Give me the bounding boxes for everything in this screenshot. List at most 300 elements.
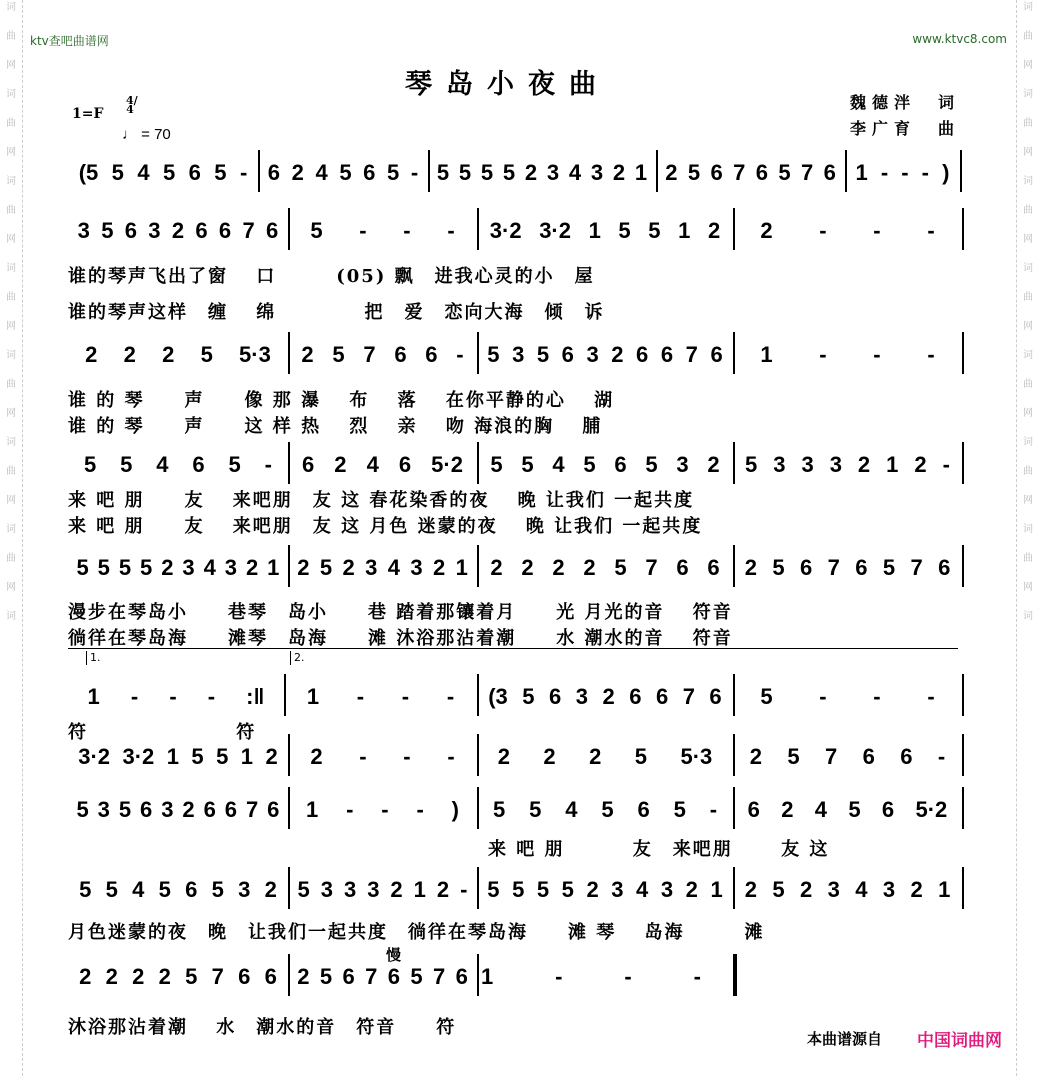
note: -: [207, 684, 216, 709]
note: 3: [365, 555, 378, 580]
note: 3: [829, 452, 842, 477]
note: 5: [216, 744, 229, 769]
note: 5·3: [680, 744, 713, 769]
watermark-char: 网: [1023, 495, 1033, 506]
lyric-line: 谁的琴声这样 缠 绵 把 爱 恋向大海 倾 诉: [68, 302, 605, 323]
note: 4: [568, 160, 582, 185]
note: -: [356, 684, 365, 709]
note: -: [927, 684, 935, 709]
note: 6: [203, 797, 216, 822]
note: 2: [171, 218, 185, 243]
note: 4: [132, 877, 145, 902]
note: 5: [618, 218, 631, 243]
note: 6: [710, 342, 723, 367]
volta-first-ending: 1.: [86, 651, 101, 665]
note: 7: [245, 797, 259, 822]
note: 6: [192, 452, 205, 477]
note: 4: [366, 452, 379, 477]
note: 5: [200, 342, 213, 367]
note: 6: [302, 452, 315, 477]
note: 5: [614, 555, 627, 580]
note: 4: [315, 160, 328, 185]
watermark-char: 词: [1023, 611, 1033, 622]
watermark-char: 词: [6, 89, 16, 100]
note: 3: [801, 452, 814, 477]
note: 6: [707, 555, 720, 580]
lyric-line: 来 吧 朋 友 来吧朋 友 这: [488, 839, 830, 860]
note: 3: [182, 555, 195, 580]
note: 5: [848, 797, 861, 822]
note: 2: [781, 797, 794, 822]
watermark-char: 词: [1023, 176, 1033, 187]
note: 2: [105, 964, 118, 989]
watermark-char: 网: [1023, 408, 1033, 419]
watermark-char: 曲: [1023, 292, 1033, 303]
bar-line: [962, 208, 964, 250]
note: -: [381, 797, 389, 822]
note: 6: [267, 160, 281, 185]
measure: [481, 795, 729, 825]
note: 2: [297, 964, 310, 989]
watermark-char: 曲: [6, 292, 16, 303]
watermark-char: 曲: [6, 205, 16, 216]
note: 5: [105, 877, 118, 902]
note: 5: [561, 877, 574, 902]
note: 7: [910, 555, 923, 580]
note: 5: [76, 797, 89, 822]
note: -: [819, 218, 827, 243]
note: 5·3: [239, 342, 271, 367]
measure: [292, 450, 473, 480]
note: 5: [490, 452, 503, 477]
bar-line: [962, 787, 964, 829]
note: 5: [118, 555, 132, 580]
note: 2: [744, 877, 757, 902]
measure: [481, 450, 729, 480]
measure: [432, 158, 652, 188]
note: -: [880, 160, 889, 185]
note: 6: [238, 964, 251, 989]
note: 6: [561, 342, 574, 367]
note: 6: [185, 877, 198, 902]
note: 5: [185, 964, 198, 989]
bar-line: [288, 442, 290, 484]
note: 4: [137, 160, 150, 185]
note: 1: [455, 555, 468, 580]
note: 5: [522, 684, 535, 709]
note: -: [937, 744, 946, 769]
note: 3: [343, 877, 357, 902]
lyric-line: 漫步在琴岛小 巷琴 岛小 巷 踏着那镶着月 光 月光的音 符音: [68, 602, 733, 623]
note: 5: [214, 160, 227, 185]
measure: [72, 450, 284, 480]
lyric-line: 徜徉在琴岛海 滩琴 岛海 滩 沐浴那沾着潮 水 潮水的音 符音: [68, 628, 733, 649]
note: 3: [148, 218, 161, 243]
bar-line: [288, 734, 290, 776]
note: 2: [264, 877, 277, 902]
note: 3: [773, 452, 786, 477]
note: 2: [749, 744, 762, 769]
right-watermark-strip: [1016, 0, 1039, 1076]
bar-line: [284, 674, 286, 716]
note: 2: [123, 342, 136, 367]
note: -: [873, 218, 881, 243]
note: 5: [158, 877, 171, 902]
watermark-char: 词: [6, 524, 16, 535]
measure: [481, 216, 729, 246]
measure: [292, 962, 473, 992]
measure: [72, 340, 284, 370]
bar-line: [733, 674, 735, 716]
note: 6: [264, 964, 277, 989]
note: 5: [111, 160, 124, 185]
note: 5: [228, 452, 241, 477]
slow-tempo-mark: 慢: [386, 946, 402, 964]
measure: [292, 553, 473, 583]
tempo-mark: ♩ = 70: [122, 126, 171, 143]
note: -: [693, 964, 701, 989]
measure: [72, 962, 284, 992]
note: 5: [648, 218, 661, 243]
note: 5: [191, 744, 204, 769]
note: 2: [158, 964, 171, 989]
watermark-char: 网: [6, 582, 16, 593]
note: -: [446, 684, 455, 709]
note: 6: [224, 797, 238, 822]
note: 6: [425, 342, 438, 367]
note: 5: [673, 797, 686, 822]
note: 5: [332, 342, 345, 367]
note: 2: [291, 160, 304, 185]
note: 3·2: [78, 744, 111, 769]
measure: [72, 875, 284, 905]
note: 5: [118, 797, 132, 822]
measure: [72, 216, 284, 246]
site-watermark-right: www.ktvc8.com: [912, 32, 1007, 46]
note: 5: [97, 555, 110, 580]
note: 3: [590, 160, 604, 185]
note: 5: [502, 160, 516, 185]
note: 6: [823, 160, 836, 185]
measure: [72, 553, 284, 583]
note: 5: [101, 218, 114, 243]
bar-line: [477, 954, 479, 996]
note: 6: [655, 684, 669, 709]
note: 4: [565, 797, 578, 822]
note: 5: [512, 877, 525, 902]
note: 2: [611, 342, 624, 367]
note: 4: [203, 555, 216, 580]
measure: [292, 795, 473, 825]
note: -: [239, 160, 248, 185]
volta-second-ending: 2.: [290, 651, 305, 665]
watermark-char: 词: [6, 437, 16, 448]
note: 7: [733, 160, 746, 185]
note: 2: [524, 160, 538, 185]
note: 3: [546, 160, 560, 185]
note: 6: [629, 684, 642, 709]
bar-line: [288, 332, 290, 374]
measure: [72, 742, 284, 772]
note: 1: [886, 452, 899, 477]
note: 5: [319, 555, 333, 580]
note: 7: [211, 964, 224, 989]
bar-line: [733, 332, 735, 374]
watermark-char: 曲: [6, 31, 16, 42]
note: 5: [492, 797, 506, 822]
watermark-char: 词: [6, 263, 16, 274]
watermark-char: 曲: [1023, 205, 1033, 216]
watermark-char: 词: [6, 611, 16, 622]
note: 6: [363, 160, 376, 185]
source-brand: 中国词曲网: [917, 1031, 1002, 1051]
bar-line: [477, 208, 479, 250]
watermark-char: 曲: [6, 118, 16, 129]
watermark-char: 曲: [1023, 553, 1033, 564]
bar-line: [477, 867, 479, 909]
note: 2: [665, 160, 678, 185]
watermark-char: 词: [1023, 2, 1033, 13]
note: 4: [156, 452, 169, 477]
watermark-char: 网: [6, 495, 16, 506]
note: 7: [682, 684, 695, 709]
note: 6: [755, 160, 768, 185]
watermark-char: 网: [6, 321, 16, 332]
note: -: [555, 964, 563, 989]
bar-line: [962, 734, 964, 776]
final-bar-line: [733, 954, 737, 996]
note: 5: [387, 160, 400, 185]
note: :‖: [246, 684, 265, 709]
measure: [737, 216, 958, 246]
note: 1: [710, 877, 723, 902]
measure: [262, 158, 424, 188]
measure: [292, 875, 473, 905]
watermark-char: 词: [1023, 89, 1033, 100]
note: 7: [827, 555, 840, 580]
note: 2: [432, 555, 446, 580]
watermark-char: 网: [1023, 582, 1033, 593]
measure: [72, 682, 280, 712]
note: 6: [799, 555, 813, 580]
note: 5: [634, 744, 648, 769]
note: 7: [645, 555, 658, 580]
note: 3: [224, 555, 238, 580]
note: 5: [140, 555, 153, 580]
note: 6: [938, 555, 951, 580]
note: 5: [211, 877, 224, 902]
note: 4: [814, 797, 828, 822]
note: 1: [481, 964, 494, 989]
note: 6: [636, 342, 649, 367]
note: 2: [910, 877, 923, 902]
note: 2: [744, 555, 757, 580]
note: 5: [487, 342, 500, 367]
left-watermark-strip: [0, 0, 23, 1076]
note: 6: [266, 218, 279, 243]
bar-line: [962, 332, 964, 374]
note: 3: [320, 877, 333, 902]
bar-line: [960, 150, 962, 192]
note: 1: [166, 744, 179, 769]
watermark-char: 网: [1023, 147, 1033, 158]
note: -: [403, 744, 411, 769]
note: 7: [685, 342, 698, 367]
watermark-char: 网: [6, 147, 16, 158]
note: 2: [297, 555, 310, 580]
note: 6: [709, 684, 722, 709]
note: 5: [310, 218, 323, 243]
note: 3·2: [539, 218, 571, 243]
bar-line: [962, 674, 964, 716]
note: 3: [238, 877, 251, 902]
note: 2: [301, 342, 314, 367]
note: 2: [583, 555, 596, 580]
note: 4: [552, 452, 565, 477]
watermark-char: 词: [6, 2, 16, 13]
measure: [849, 158, 956, 188]
note: 6: [140, 797, 153, 822]
watermark-char: 词: [1023, 350, 1033, 361]
note: -: [927, 218, 935, 243]
bar-line: [733, 442, 735, 484]
note: -: [460, 877, 468, 902]
note: 1: [240, 744, 253, 769]
measure: [481, 682, 729, 712]
note: 2: [552, 555, 565, 580]
note: 6: [218, 218, 232, 243]
note: 6: [710, 160, 723, 185]
note: 5: [601, 797, 614, 822]
measure: [737, 742, 958, 772]
note: -: [416, 797, 424, 822]
note: 3: [575, 684, 588, 709]
note: 7: [363, 342, 376, 367]
composer-credit: 李广育 曲: [850, 119, 961, 138]
bar-line: [477, 332, 479, 374]
note: 2: [265, 744, 278, 769]
note: 6: [855, 555, 868, 580]
note: -: [447, 218, 455, 243]
note: 5·2: [915, 797, 948, 822]
note: (3: [488, 684, 508, 709]
note: 2: [79, 964, 92, 989]
note: 5: [772, 555, 785, 580]
note: 3: [586, 342, 599, 367]
measure: [737, 340, 958, 370]
note: 3·2: [489, 218, 522, 243]
note: 1: [855, 160, 868, 185]
note: 5: [778, 160, 791, 185]
note: 2: [707, 452, 720, 477]
measure: [481, 875, 729, 905]
note: 2: [760, 218, 773, 243]
watermark-char: 曲: [6, 553, 16, 564]
note: -: [130, 684, 139, 709]
bar-line: [733, 208, 735, 250]
note: 1: [87, 684, 100, 709]
note: 2: [685, 877, 698, 902]
measure: [72, 158, 254, 188]
bar-line: [477, 674, 479, 716]
note: 2: [521, 555, 534, 580]
note: -: [819, 684, 827, 709]
watermark-char: 网: [6, 408, 16, 419]
bar-line: [477, 787, 479, 829]
note: -: [873, 342, 881, 367]
lyric-line: 来 吧 朋 友 来吧朋 友 这 月色 迷蒙的夜 晚 让我们 一起共度: [68, 516, 703, 537]
note: 5: [645, 452, 658, 477]
note: 5: [787, 744, 800, 769]
note: ): [942, 160, 950, 185]
note: 6: [387, 964, 400, 989]
note: 5: [458, 160, 472, 185]
bar-line: [477, 734, 479, 776]
lyric-line: 月色迷蒙的夜 晚 让我们一起共度 徜徉在琴岛海 滩 琴 岛海 滩: [68, 922, 765, 943]
note: 3: [512, 342, 525, 367]
note: 1: [413, 877, 426, 902]
lyricist-credit: 魏德泮 词: [850, 93, 961, 112]
note: 5: [760, 684, 773, 709]
note: -: [901, 160, 909, 185]
bar-line: [962, 442, 964, 484]
measure: [72, 795, 284, 825]
measure: [737, 795, 958, 825]
note: 2: [310, 744, 323, 769]
measure: [292, 216, 473, 246]
note: 5: [882, 555, 896, 580]
note: 6: [862, 744, 875, 769]
note: 3: [827, 877, 840, 902]
note: 5: [436, 160, 450, 185]
note: 1: [306, 684, 320, 709]
lyric-line: 谁 的 琴 声 像 那 瀑 布 落 在你平静的心 湖: [68, 390, 615, 411]
watermark-char: 曲: [6, 379, 16, 390]
note: 7: [365, 964, 378, 989]
note: 2: [182, 797, 195, 822]
bar-line: [733, 867, 735, 909]
note: 6: [455, 964, 468, 989]
note: (5: [78, 160, 99, 185]
note: 1: [678, 218, 691, 243]
note: 4: [636, 877, 649, 902]
watermark-char: 网: [6, 60, 16, 71]
note: 3: [161, 797, 174, 822]
note: 2: [342, 555, 355, 580]
note: 1: [305, 797, 319, 822]
note: 5: [410, 964, 423, 989]
measure: [737, 682, 958, 712]
note: 4: [387, 555, 400, 580]
watermark-char: 网: [1023, 321, 1033, 332]
note: 5·2: [431, 452, 463, 477]
lyric-line: 谁的琴声飞出了窗 口 (05) 飘 进我心灵的小 屋: [68, 266, 595, 287]
bar-line: [477, 545, 479, 587]
note: 2: [85, 342, 98, 367]
note: -: [456, 342, 464, 367]
note: 2: [543, 744, 556, 769]
note: -: [346, 797, 354, 822]
watermark-char: 网: [1023, 60, 1033, 71]
key-signature: 1=F: [72, 106, 104, 122]
measure: [481, 742, 729, 772]
note: 3: [660, 877, 674, 902]
lyric-line: 来 吧 朋 友 来吧朋 友 这 春花染香的夜 晚 让我们 一起共度: [68, 490, 695, 511]
note: -: [873, 684, 881, 709]
bar-line: [845, 150, 847, 192]
note: 2: [799, 877, 813, 902]
note: 5: [687, 160, 701, 185]
